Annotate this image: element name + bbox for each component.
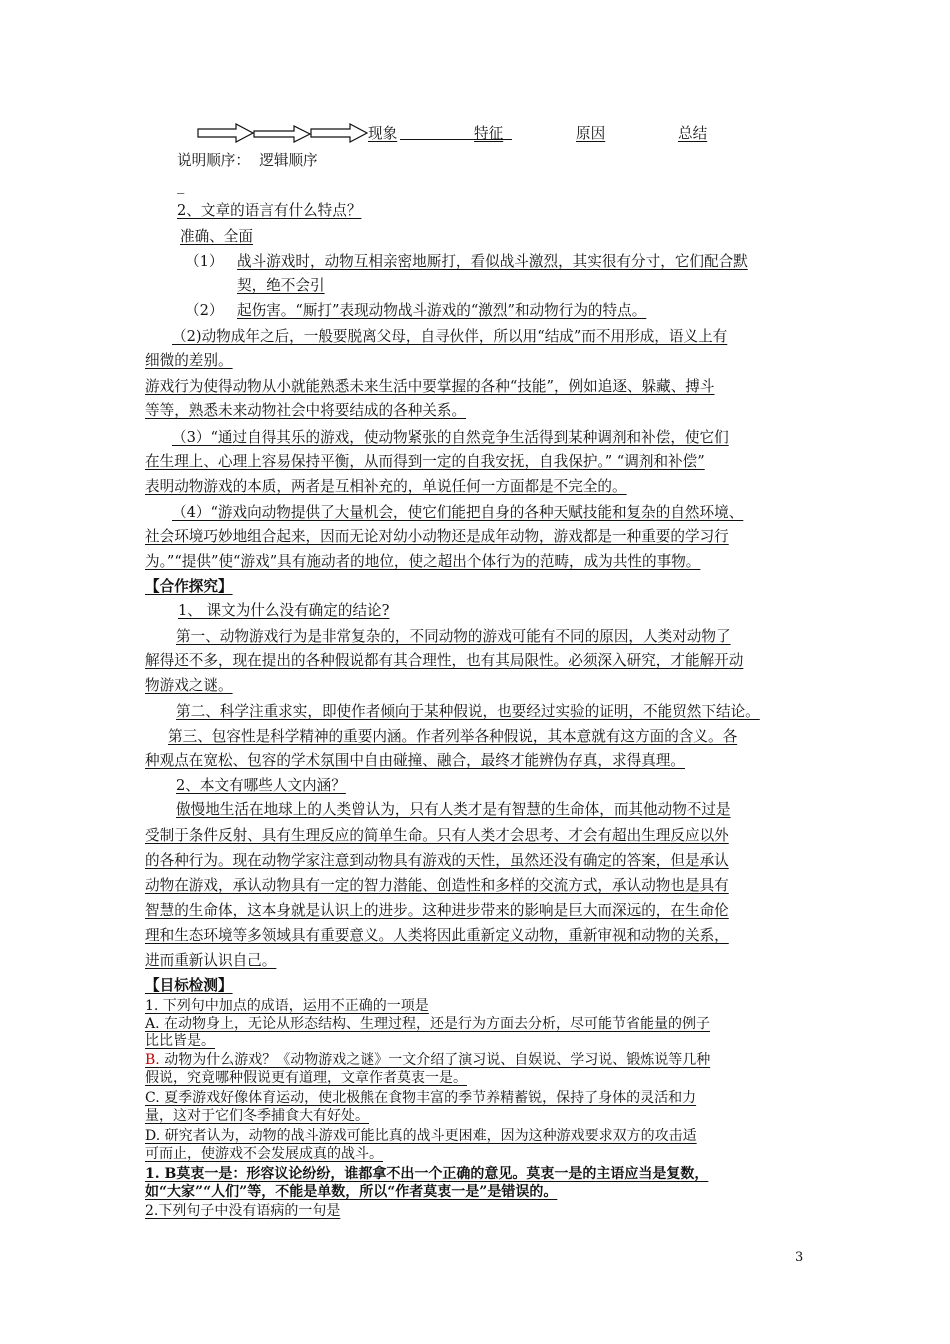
p4-line3: 为。”“提供”使“游戏”具有施动者的地位，使之超出个体行为的范畴，成为共性的事物。 [145,553,701,570]
option-b-text: 动物为什么游戏？《动物游戏之谜》一文介绍了演习说、自娱说、学习说、锻炼说等几种 [159,1052,711,1068]
p2-line2: 细微的差别。 [145,352,233,369]
q2-title: 2、文章的语言有什么特点？ [177,202,362,219]
p4-line1: （4）“游戏向动物提供了大量机会，使它们能把自身的各种天赋技能和复杂的自然环境、 [172,504,744,521]
option-b-line1 [145,1050,710,1070]
flow-arrows [196,120,371,146]
option-b-line2: 假说，究竟哪种假说更有道理，文章作者莫衷一是。 [145,1070,467,1086]
target-q2: 2.下列句子中没有语病的一句是 [145,1203,341,1219]
option-d-line2: 可而止，使游戏不会发展成真的战斗。 [145,1146,383,1162]
answer-line1: 1. B莫衷一是：形容议论纷纷，谁都拿不出一个正确的意见。莫衷一是的主语应当是复数， [145,1166,709,1182]
humanity-line3: 的各种行为。现在动物学家注意到动物具有游戏的天性，虽然还没有确定的答案，但是承认 [145,852,729,869]
arrow-icon [254,126,310,142]
coop-heading: 【合作探究】 [145,578,233,595]
target-q1: 1. 下列句中加点的成语，运用不正确的一项是 [145,998,429,1014]
option-c-line1: C. 夏季游戏好像体育运动，使北极熊在食物丰富的季节养精蓄锐，保持了身体的灵活和力 [145,1090,697,1106]
arrow-icon [311,124,367,142]
humanity-line5: 智慧的生命体，这本身就是认识上的进步。这种进步带来的影响是巨大而深远的，在生命伦 [145,902,729,919]
coop-a2-line1: 第二、科学注重求实，即使作者倾向于某种假说，也要经过实验的证明，不能贸然下结论。 [176,703,760,720]
q2-item2-line1: 起伤害。“厮打”表现动物战斗游戏的“激烈”和动物行为的特点。 [237,302,647,319]
flow-label-feature: 特征 [474,125,504,142]
humanity-line1: 傲慢地生活在地球上的人类曾认为，只有人类才是有智慧的生命体，而其他动物不过是 [176,801,731,818]
order-value: 逻辑顺序 [259,152,318,169]
q2-item1-num: （1） [185,253,224,270]
p3-line3: 表明动物游戏的本质，两者是互相补充的，单说任何一方面都是不完全的。 [145,478,627,495]
p2-line1: （2)动物成年之后，一般要脱离父母，自寻伙伴，所以用“结成”而不用形成，语义上有 [172,328,728,345]
p3-line2: 在生理上、心理上容易保持平衡，从而得到一定的自我安抚，自我保护。” “调剂和补偿” [145,453,705,470]
arrow-icon [198,124,253,142]
q2-item2-num: （2） [185,302,224,319]
coop-q1: 1、 课文为什么没有确定的结论? [178,602,390,619]
p4-line2: 社会环境巧妙地组合起来，因而无论对幼小动物还是成年动物，游戏都是一种重要的学习行 [145,528,729,545]
option-a-line2: 比比皆是。 [145,1033,215,1049]
answer-line2: 如“大家”“人们”等，不能是单数，所以“作者莫衷一是”是错误的。 [145,1184,558,1200]
target-heading: 【目标检测】 [145,977,233,994]
flow-label-phenomenon: 现象 [368,125,398,142]
p3-line1: （3）“通过自得其乐的游戏，使动物紧张的自然竞争生活得到某种调剂和补偿，使它们 [172,429,729,446]
q2-item1-line1: 战斗游戏时，动物互相亲密地厮打，看似战斗激烈，其实很有分寸，它们配合默 [237,253,748,270]
humanity-line6: 理和生态环境等多领域具有重要意义。人类将因此重新定义动物，重新审视和动物的关系， [145,927,729,944]
order-line [177,151,318,171]
order-label: 说明顺序： [177,152,250,169]
blank-mark: _ [177,177,185,194]
option-d-line1: D. 研究者认为，动物的战斗游戏可能比真的战斗更困难，因为这种游戏要求双方的攻击适 [145,1128,697,1144]
humanity-line7: 进而重新认识自己。 [145,952,277,969]
coop-a1-line1: 第一、动物游戏行为是非常复杂的，不同动物的游戏可能有不同的原因，人类对动物了 [176,628,731,645]
humanity-line4: 动物在游戏，承认动物具有一定的智力潜能、创造性和多样的交流方式，承认动物也是具有 [145,877,729,894]
option-c-line2: 量，这对于它们冬季捕食大有好处。 [145,1108,369,1124]
page-number: 3 [795,1250,804,1265]
coop-q2: 2、本文有哪些人文内涵？ [176,777,346,794]
option-a-line1: A. 在动物身上，无论从形态结构、生理过程，还是行为方面去分析，尽可能节省能量的例子 [145,1016,711,1032]
flow-label-cause: 原因 [576,125,606,142]
q2-answer: 准确、全面 [180,228,253,245]
pgame-line1: 游戏行为使得动物从小就能熟悉未来生活中要掌握的各种“技能”，例如追逐、躲藏、搏斗 [145,378,715,395]
humanity-line2: 受制于条件反射、具有生理反应的简单生命。只有人类才会思考、才会有超出生理反应以外 [145,827,729,844]
coop-a3-line2: 种观点在宽松、包容的学术氛围中自由碰撞、融合，最终才能辨伪存真，求得真理。 [145,752,685,769]
coop-a1-line3: 物游戏之谜。 [145,677,233,694]
pgame-line2: 等等，熟悉未来动物社会中将要结成的各种关系。 [145,402,467,419]
flow-underline [400,139,512,140]
flow-chart [196,120,716,146]
flow-label-summary: 总结 [678,125,708,142]
option-b-letter: B. [145,1052,160,1068]
coop-a1-line2: 解得还不多，现在提出的各种假说都有其合理性，也有其局限性。必须深入研究，才能解开动 [145,652,744,669]
q2-item1-line2: 契，绝不会引 [237,277,325,294]
coop-a3-line1: 第三、包容性是科学精神的重要内涵。作者列举各种假说，其本意就有这方面的含义。各 [168,728,738,745]
